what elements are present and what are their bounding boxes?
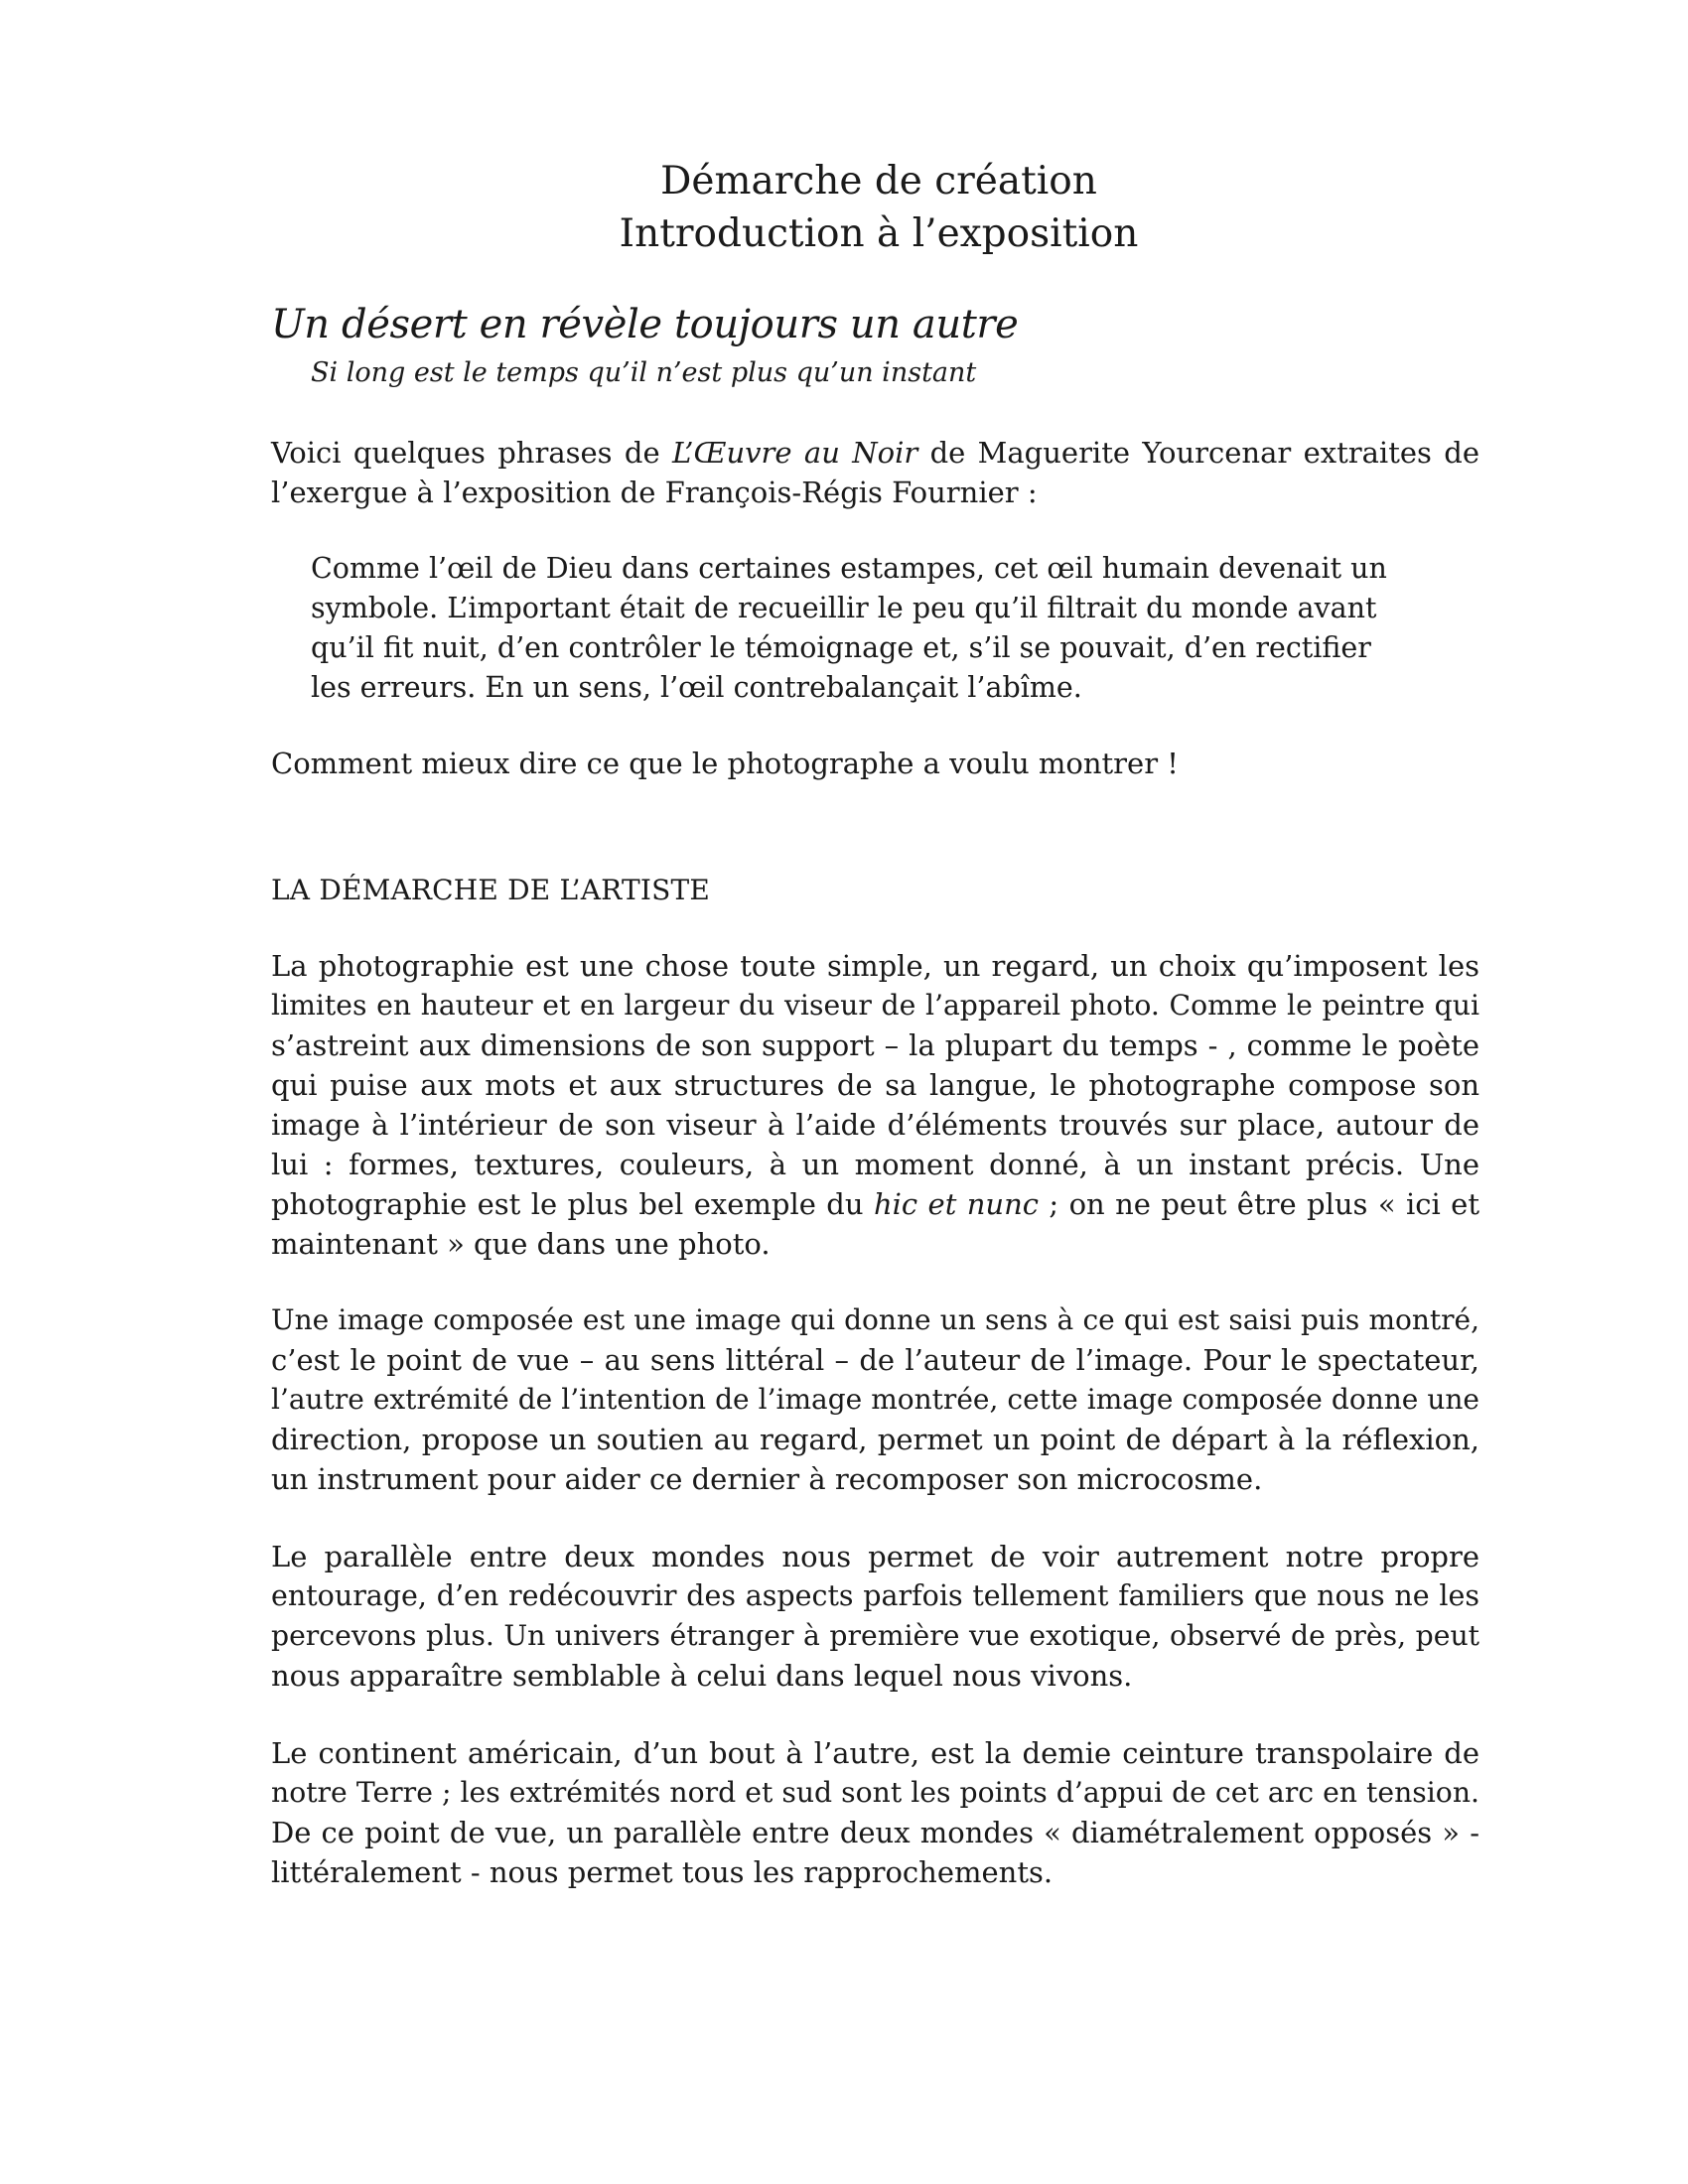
quote-line: Comme l’œil de Dieu dans certaines estampes, cet œil humain devenait un <box>311 552 1387 585</box>
quote-line: les erreurs. En un sens, l’œil contrebalançait l’abîme. <box>311 671 1082 704</box>
paragraph-line: limites en hauteur et en largeur du viseur de l’appareil photo. Comme le peintre qui <box>271 989 1479 1022</box>
paragraph-line: Une image composée est une image qui donne un sens à ce qui est saisi puis montré, <box>271 1303 1479 1336</box>
paragraph-line: image à l’intérieur de son viseur à l’aide d’éléments trouvés sur place, autour de <box>271 1108 1479 1142</box>
section-heading: LA DÉMARCHE DE L’ARTISTE <box>271 874 710 906</box>
paragraph-1 <box>271 946 1479 1264</box>
exclamation-line: Comment mieux dire ce que le photographe a voulu montrer ! <box>271 747 1179 780</box>
block-quote <box>311 549 1403 708</box>
intro-line-1-before: Voici quelques phrases de <box>271 436 672 470</box>
paragraph-line: l’autre extrémité de l’intention de l’image montrée, cette image composée donne une <box>271 1383 1479 1416</box>
intro-line-1-after: de Maguerite Yourcenar extraites de <box>917 436 1479 470</box>
paragraph-line: percevons plus. Un univers étranger à première vue exotique, observé de près, peut <box>271 1619 1479 1652</box>
subtitle-main: Un désert en révèle toujours un autre <box>271 302 1019 347</box>
paragraph-line: qui puise aux mots et aux structures de sa langue, le photographe compose son <box>271 1068 1479 1102</box>
page-title-line-1: Démarche de création <box>660 159 1097 204</box>
paragraph-line: littéralement - nous permet tous les rapprochements. <box>271 1855 1054 1889</box>
intro-paragraph <box>271 433 1479 512</box>
paragraph-line: De ce point de vue, un parallèle entre deux mondes « diamétralement opposés » - <box>271 1816 1479 1849</box>
paragraph-line-7-after: ; on ne peut être plus « ici et <box>1039 1187 1479 1221</box>
paragraph-line: Le parallèle entre deux mondes nous permet de voir autrement notre propre <box>271 1540 1479 1573</box>
paragraph-4 <box>271 1733 1479 1892</box>
paragraph-line: direction, propose un soutien au regard, permet un point de départ à la réflexion, <box>271 1423 1479 1456</box>
quote-line: qu’il fit nuit, d’en contrôler le témoignage et, s’il se pouvait, d’en rectifier <box>311 631 1371 664</box>
intro-line-2: l’exergue à l’exposition de François-Régis Fournier : <box>271 476 1038 509</box>
subtitle-sub: Si long est le temps qu’il n’est plus qu’un instant <box>311 357 977 388</box>
paragraph-line: un instrument pour aider ce dernier à recomposer son microcosme. <box>271 1462 1263 1496</box>
paragraph-2 <box>271 1300 1479 1499</box>
paragraph-line: s’astreint aux dimensions de son support – la plupart du temps - , comme le poète <box>271 1028 1479 1062</box>
paragraph-line: c’est le point de vue – au sens littéral – de l’auteur de l’image. Pour le spectateur, <box>271 1343 1479 1377</box>
paragraph-3 <box>271 1537 1479 1696</box>
paragraph-line: nous apparaître semblable à celui dans lequel nous vivons. <box>271 1659 1133 1693</box>
intro-line-1 <box>271 433 1479 473</box>
paragraph-line: entourage, d’en redécouvrir des aspects parfois tellement familiers que nous ne les <box>271 1579 1479 1612</box>
quote-line: symbole. L’important était de recueillir le peu qu’il filtrait du monde avant <box>311 592 1377 624</box>
paragraph-line-7-before: photographie est le plus bel exemple du <box>271 1187 874 1221</box>
page-title-line-2: Introduction à l’exposition <box>619 211 1139 256</box>
paragraph-line: notre Terre ; les extrémités nord et sud sont les points d’appui de cet arc en tension. <box>271 1776 1479 1809</box>
paragraph-line: lui : formes, textures, couleurs, à un moment donné, à un instant précis. Une <box>271 1148 1479 1181</box>
paragraph-line: La photographie est une chose toute simple, un regard, un choix qu’imposent les <box>271 949 1479 983</box>
book-title: L’Œuvre au Noir <box>671 436 918 470</box>
paragraph-line <box>271 1184 1479 1224</box>
paragraph-line: maintenant » que dans une photo. <box>271 1227 771 1261</box>
latin-phrase: hic et nunc <box>873 1187 1040 1221</box>
paragraph-line: Le continent américain, d’un bout à l’autre, est la demie ceinture transpolaire de <box>271 1736 1479 1770</box>
